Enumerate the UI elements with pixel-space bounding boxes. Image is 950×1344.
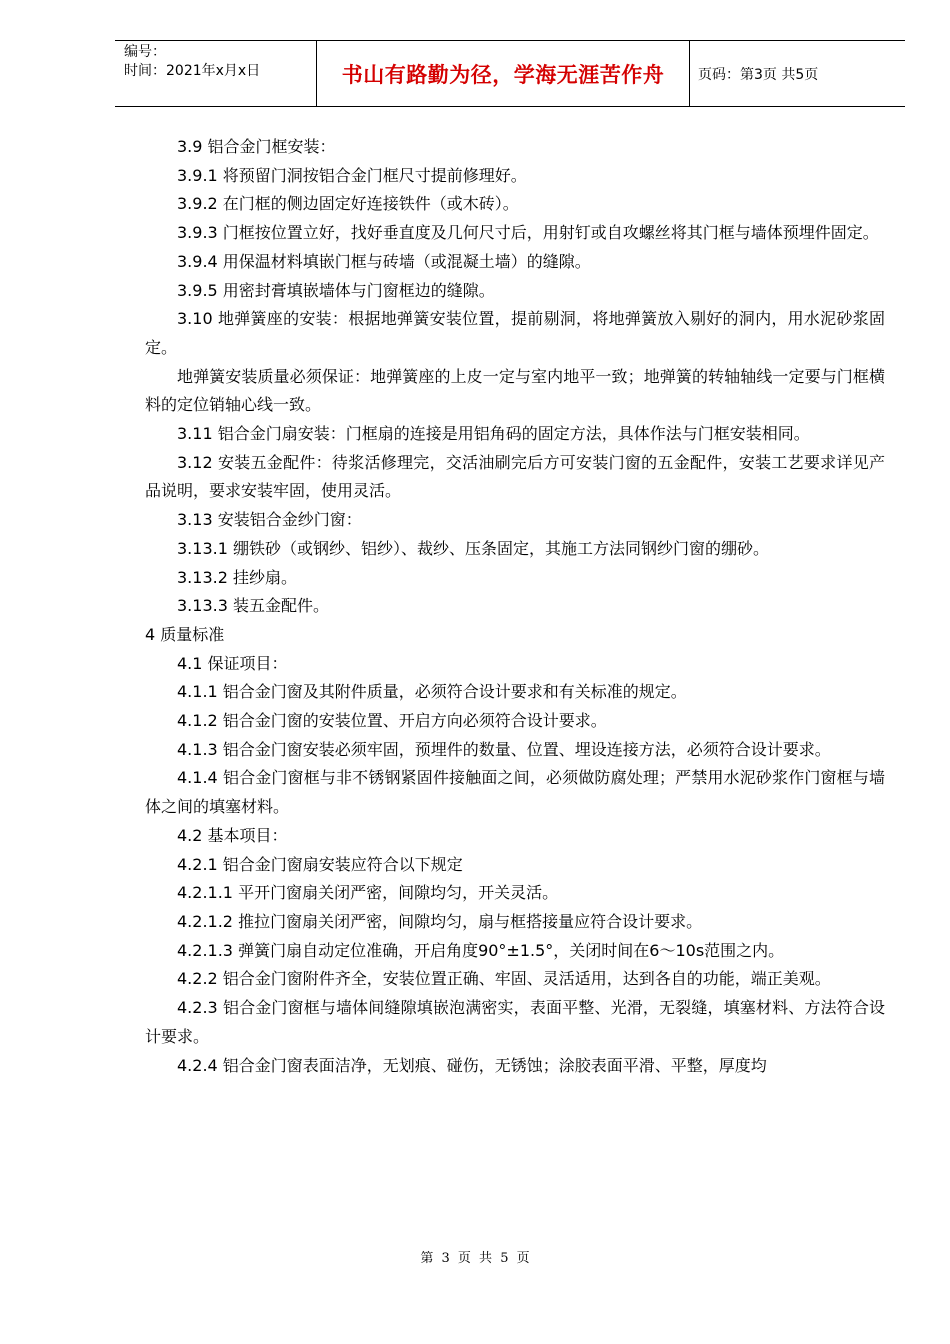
paragraph: 3.9.1 将预留门洞按铝合金门框尺寸提前修理好。 (177, 165, 527, 185)
paragraph: 3.12 安装五金配件：待浆活修理完，交活油刷完后方可安装门窗的五金配件，安装工艺要求详见产品说明，要求安装牢固，使用灵活。 (145, 452, 885, 501)
paragraph: 3.9.5 用密封膏填嵌墙体与门窗框边的缝隙。 (177, 280, 495, 300)
paragraph: 4.1.3 铝合金门窗安装必须牢固，预埋件的数量、位置、埋设连接方法，必须符合设计要求。 (177, 739, 831, 759)
document-body (145, 133, 885, 1080)
paragraph: 4.2.1.3 弹簧门扇自动定位准确，开启角度90°±1.5°，关闭时间在6～10s范围之内。 (177, 940, 785, 960)
paragraph: 4.2.3 铝合金门窗框与墙体间缝隙填嵌泡满密实，表面平整、光滑，无裂缝，填塞材料、方法符合设计要求。 (145, 998, 885, 1046)
paragraph: 4.2.1.2 推拉门窗扇关闭严密，间隙均匀，扇与框搭接量应符合设计要求。 (177, 911, 703, 931)
paragraph: 3.9 铝合金门框安装： (177, 137, 336, 156)
paragraph: 3.13 安装铝合金纱门窗： (177, 510, 362, 530)
header-meta-cell (115, 41, 316, 106)
paragraph: 4.2.1.1 平开门窗扇关闭严密，间隙均匀，开关灵活。 (177, 883, 559, 903)
section-heading: 4 质量标准 (145, 624, 225, 644)
page-footer: 第 3 页 共 5 页 (420, 1251, 530, 1266)
paragraph: 4.2.1 铝合金门窗扇安装应符合以下规定 (177, 854, 463, 874)
paragraph: 4.2.4 铝合金门窗表面洁净，无划痕、碰伤，无锈蚀；涂胶表面平滑、平整，厚度均 (177, 1055, 767, 1075)
page-header (115, 40, 905, 107)
paragraph: 3.9.3 门框按位置立好，找好垂直度及几何尺寸后，用射钉或自攻螺丝将其门框与墙体预埋件固定。 (177, 223, 879, 243)
document-number-label: 编号： (124, 44, 166, 60)
paragraph: 4.2.2 铝合金门窗附件齐全，安装位置正确、牢固、灵活适用，达到各自的功能，端正美观。 (177, 969, 831, 989)
paragraph: 3.10 地弹簧座的安装：根据地弹簧安装位置，提前剔洞，将地弹簧放入剔好的洞内，用水泥砂浆固定。 (145, 309, 885, 357)
paragraph: 4.1 保证项目： (177, 653, 288, 673)
paragraph: 3.13.2 挂纱扇。 (177, 567, 297, 587)
paragraph: 4.1.1 铝合金门窗及其附件质量，必须符合设计要求和有关标准的规定。 (177, 682, 687, 702)
paragraph: 3.13.3 装五金配件。 (177, 596, 329, 616)
paragraph: 3.9.4 用保温材料填嵌门框与砖墙（或混凝土墙）的缝隙。 (177, 251, 591, 271)
paragraph: 3.11 铝合金门扇安装：门框扇的连接是用铝角码的固定方法，具体作法与门框安装相同。 (177, 424, 810, 444)
header-motto: 书山有路勤为径，学海无涯苦作舟 (316, 41, 690, 106)
document-time-label: 时间：2021年x月x日 (124, 63, 261, 79)
paragraph: 4.1.2 铝合金门窗的安装位置、开启方向必须符合设计要求。 (177, 711, 607, 731)
paragraph: 地弹簧安装质量必须保证：地弹簧座的上皮一定与室内地平一致；地弹簧的转轴轴线一定要与门框横料的定位销轴心线一致。 (145, 366, 885, 415)
paragraph: 4.2 基本项目： (177, 825, 288, 845)
paragraph: 4.1.4 铝合金门窗框与非不锈钢紧固件接触面之间，必须做防腐处理；严禁用水泥砂浆作门窗框与墙体之间的填塞材料。 (145, 768, 885, 817)
paragraph: 3.13.1 绷铁砂（或钢纱、铝纱）、裁纱、压条固定，其施工方法同钢纱门窗的绷砂。 (177, 538, 769, 558)
header-page-number: 页码：第3页 共5页 (698, 66, 819, 83)
paragraph: 3.9.2 在门框的侧边固定好连接铁件（或木砖）。 (177, 194, 519, 214)
